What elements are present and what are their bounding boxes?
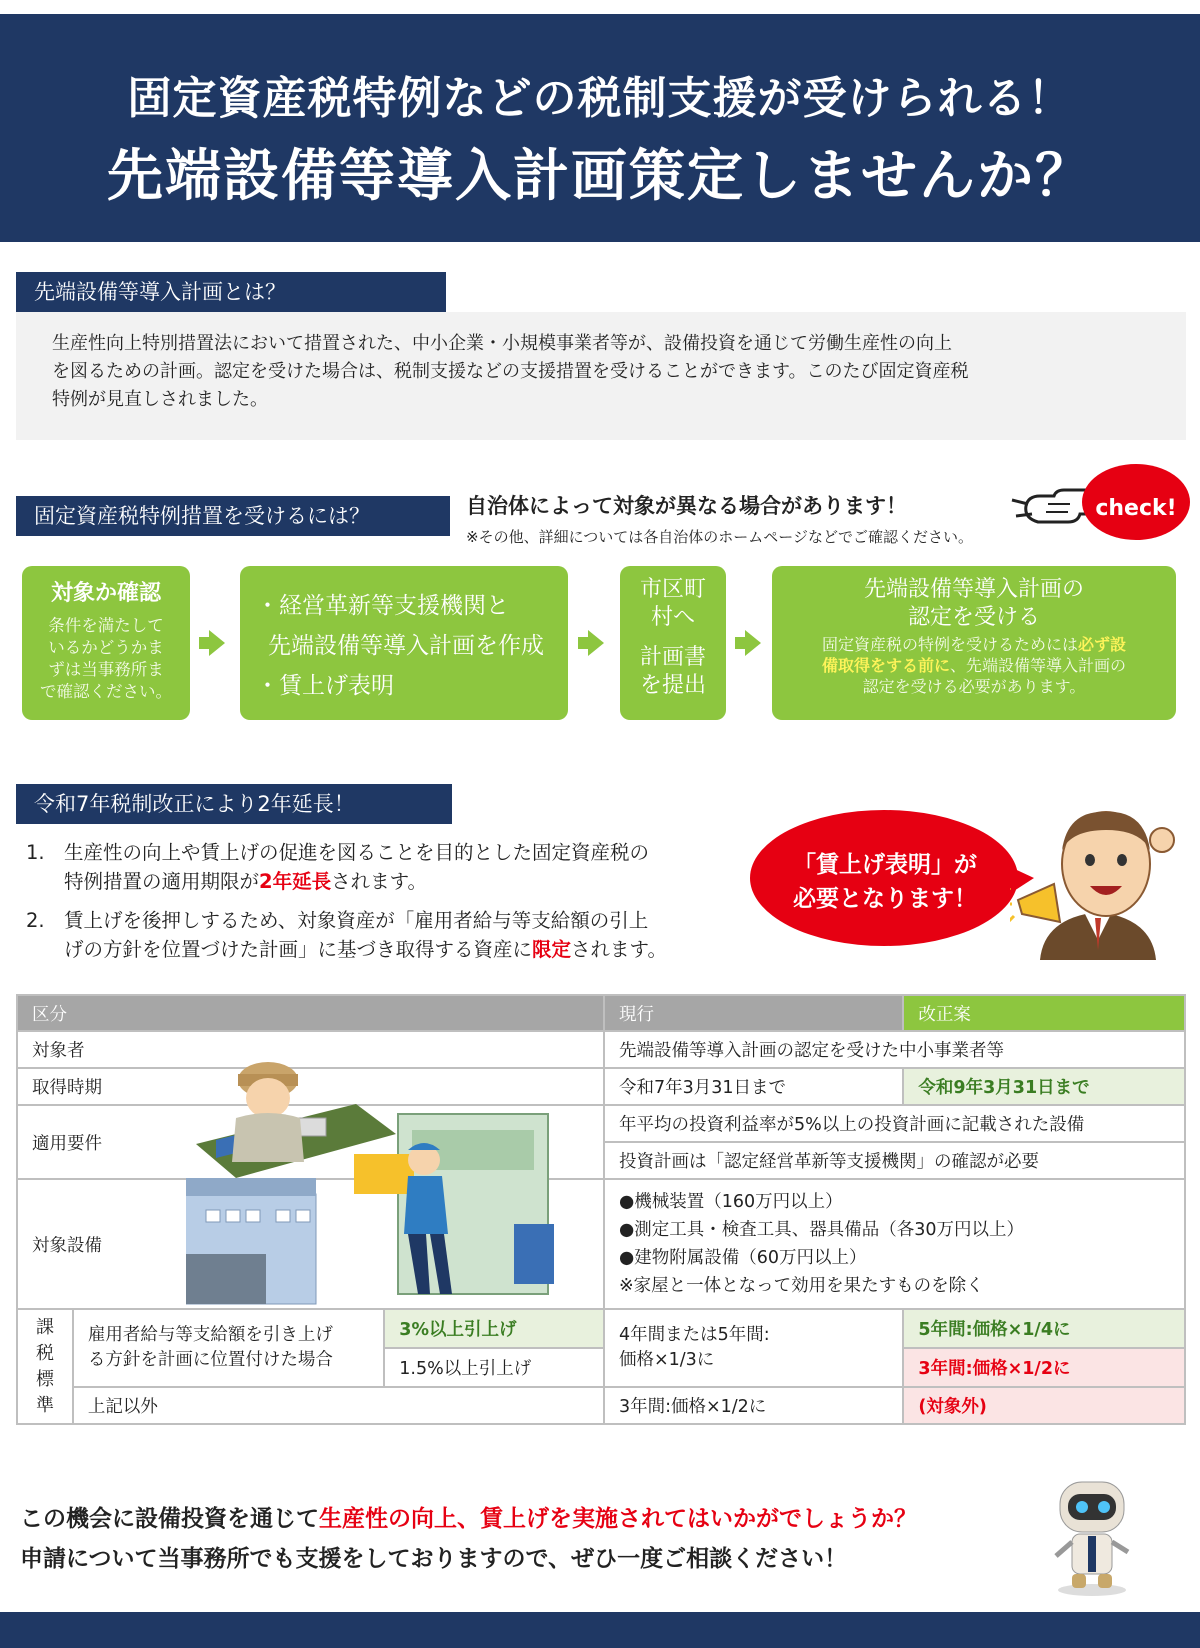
- section1-body-line: 特例が見直しされました。: [52, 389, 268, 410]
- flow-step-1-line: ずは当事務所ま: [48, 660, 164, 679]
- flow-step-4-title: 認定を受ける: [907, 605, 1040, 630]
- table-header-row: [17, 995, 1185, 1031]
- flow-arrow-2: [578, 630, 604, 656]
- other-new: (対象外): [903, 1387, 1185, 1424]
- factory-worker-illustration: [186, 1044, 586, 1324]
- list-item-text: げの方針を位置づけた計画」に基づき取得する資産に: [64, 938, 533, 961]
- row-value: 年平均の投資利益率が5%以上の投資計画に記載された設備: [604, 1105, 1185, 1142]
- header-title-line2: 先端設備等導入計画策定しませんか？: [107, 144, 1093, 209]
- notice-subtext: ※その他、詳細については各自治体のホームページなどでご確認ください。: [466, 528, 973, 546]
- flow-step-4-text: 固定資産税の特例を受けるためには: [821, 635, 1078, 654]
- list-item-highlight: 限定: [532, 938, 572, 961]
- wage-condition-line: 雇用者給与等支給額を引き上げ: [87, 1325, 333, 1345]
- other-label: 上記以外: [73, 1387, 604, 1424]
- header-title-line1: 固定資産税特例などの税制支援が受けられる！: [127, 73, 1073, 124]
- list-item-text: されます。: [331, 870, 428, 893]
- speech-bubble-line: 必要となります！: [793, 886, 977, 912]
- flow-step-3-line: 計画書: [639, 645, 706, 670]
- flow-step-2-line: ・賃上げ表明: [256, 673, 394, 699]
- flow-step-2: [240, 566, 568, 720]
- tax-standard-label: [17, 1309, 73, 1424]
- flow-step-1-title: 対象か確認: [50, 581, 161, 606]
- flow-step-1-line: いるかどうかま: [48, 638, 164, 657]
- table-header-current: 現行: [604, 995, 903, 1031]
- std-current-line: 4年間または5年間:: [618, 1325, 770, 1345]
- list-item-number: 2.: [26, 909, 45, 932]
- table-row: [17, 1387, 1185, 1424]
- flow-step-4-title: 先端設備等導入計画の: [863, 577, 1084, 602]
- flow-step-1-line: 条件を満たして: [48, 616, 164, 635]
- section1-body-line: 生産性向上特別措置法において措置された、中小企業・小規模事業者等が、設備投資を通じて労働生産性の向上: [52, 333, 952, 354]
- closing-line1: [20, 1500, 917, 1533]
- check-label: check!: [1095, 496, 1177, 521]
- flow-step-1: [22, 566, 190, 720]
- robot-illustration: [1042, 1472, 1142, 1596]
- list-item-highlight: 2年延長: [259, 870, 332, 893]
- wage-15pct: 1.5%以上引上げ: [384, 1348, 604, 1387]
- footer-bar: [0, 1612, 1200, 1648]
- section1-body-line: を図るための計画。認定を受けた場合は、税制支援などの支援措置を受けることができます。このたび固定資産税: [52, 361, 969, 382]
- list-item-text: されます。: [571, 938, 667, 961]
- row-value-proposed: 令和9年3月31日まで: [903, 1068, 1185, 1105]
- row-label: 適用要件: [17, 1105, 604, 1179]
- equipment-item: ※家屋と一体となって効用を果たすものを除く: [618, 1276, 984, 1296]
- row-label: 対象者: [17, 1031, 604, 1068]
- closing-highlight: 生産性の向上、賃上げを実施されてはいかがでしょうか？: [319, 1506, 917, 1532]
- std-new-15pct: 3年間:価格×1/2に: [903, 1348, 1185, 1387]
- list-item-text: 生産性の向上や賃上げの促進を図ることを目的とした固定資産税の: [64, 841, 650, 864]
- tax-standard-char: 準: [35, 1394, 54, 1416]
- closing-text: この機会に設備投資を通じて: [20, 1506, 319, 1532]
- row-value: 投資計画は「認定経営革新等支援機関」の確認が必要: [604, 1142, 1185, 1179]
- row-label: 対象設備: [17, 1179, 604, 1309]
- notice-text: 自治体によって対象が異なる場合があります！: [466, 494, 907, 518]
- flow-step-4-text: 、先端設備等導入計画の: [950, 656, 1127, 675]
- businessman-megaphone-illustration: [1010, 800, 1186, 960]
- flow-step-3: [620, 566, 726, 720]
- std-new-3pct: 5年間:価格×1/4に: [903, 1309, 1185, 1348]
- other-current: 3年間:価格×1/2に: [604, 1387, 903, 1424]
- list-item-text: 賃上げを後押しするため、対象資産が「雇用者給与等支給額の引上: [64, 909, 649, 932]
- equipment-item: ●機械装置（160万円以上）: [618, 1192, 843, 1212]
- section3-title: 令和7年税制改正により2年延長！: [16, 784, 452, 824]
- section1-title: 先端設備等導入計画とは？: [16, 272, 446, 312]
- table-header-proposed: 改正案: [903, 995, 1185, 1031]
- equipment-item: ●測定工具・検査工具、器具備品（各30万円以上）: [618, 1220, 1024, 1240]
- row-value: 先端設備等導入計画の認定を受けた中小事業者等: [604, 1031, 1185, 1068]
- equipment-item: ●建物附属設備（60万円以上）: [618, 1248, 867, 1268]
- closing-line2: 申請について当事務所でも支援をしておりますので、ぜひ一度ご相談ください！: [20, 1546, 848, 1572]
- flow-arrow-3: [735, 630, 761, 656]
- flow-step-3-line: を提出: [639, 673, 706, 698]
- flow-step-4-body: [772, 634, 1176, 697]
- std-current: [604, 1309, 903, 1387]
- flow-arrow-1: [199, 630, 225, 656]
- flow-step-2-line: ・経営革新等支援機関と: [256, 593, 509, 619]
- wage-3pct: 3%以上引上げ: [384, 1309, 604, 1348]
- flow-step-4: [772, 566, 1176, 720]
- speech-bubble-line: 「賃上げ表明」が: [793, 852, 977, 878]
- extension-list: [26, 838, 667, 964]
- flow-step-3-line: 市区町: [639, 577, 706, 602]
- list-item: [26, 838, 667, 896]
- tax-standard-char: 課: [35, 1316, 54, 1338]
- table-header-category: 区分: [17, 995, 604, 1031]
- flow-step-2-line: 先端設備等導入計画を作成: [268, 633, 544, 659]
- flow-step-3-line: 村へ: [650, 605, 695, 630]
- list-item: [26, 906, 667, 964]
- tax-standard-char: 税: [35, 1342, 54, 1364]
- speech-bubble: [760, 848, 1010, 916]
- header-banner: [0, 14, 1200, 242]
- flow-step-4-highlight: 備取得をする前に: [821, 656, 950, 675]
- list-item-number: 1.: [26, 841, 45, 864]
- flow-step-4-text: 認定を受ける必要があります。: [862, 677, 1086, 696]
- flow-step-4-highlight: 必ず設: [1078, 635, 1127, 654]
- tax-standard-char: 標: [35, 1368, 54, 1390]
- section2-title: 固定資産税特例措置を受けるには？: [16, 496, 450, 536]
- flow-step-1-line: で確認ください。: [40, 682, 172, 701]
- row-value-current: 令和7年3月31日まで: [604, 1068, 903, 1105]
- equipment-list: [604, 1179, 1185, 1309]
- wage-condition-line: る方針を計画に位置付けた場合: [87, 1350, 333, 1370]
- std-current-line: 価格×1/3に: [618, 1350, 715, 1370]
- section1-body: [16, 312, 1186, 440]
- row-label: 取得時期: [17, 1068, 604, 1105]
- list-item-text: 特例措置の適用期限が: [64, 870, 260, 893]
